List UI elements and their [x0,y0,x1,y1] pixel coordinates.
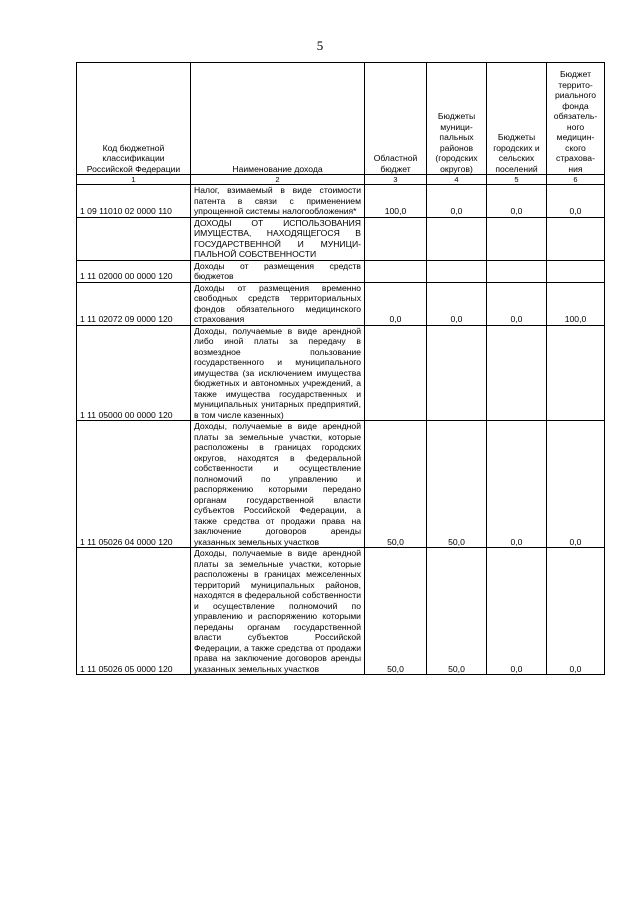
row-name: ДОХОДЫ ОТ ИСПОЛЬЗОВАНИЯ ИМУЩЕСТВА, НАХОДЯЩЕГОСЯ В ГОСУДАРСТВЕННОЙ И МУНИЦИ-ПАЛЬНОЙ СОБСТВЕННОСТИ [191,217,365,260]
column-number: 5 [487,175,547,185]
table-row [77,185,605,218]
row-medical-value: 0,0 [547,548,605,675]
column-number: 1 [77,175,191,185]
row-medical-value: 0,0 [547,185,605,218]
table-row [77,325,605,421]
row-medical-value: 0,0 [547,421,605,548]
row-code [77,217,191,260]
row-regional-value: 50,0 [365,421,427,548]
row-name: Доходы от размещения средств бюджетов [191,260,365,282]
row-medical-value [547,260,605,282]
row-municipal-value [427,217,487,260]
row-regional-value [365,260,427,282]
row-code: 1 11 05000 00 0000 120 [77,325,191,421]
row-regional-value: 50,0 [365,548,427,675]
row-municipal-value: 0,0 [427,185,487,218]
header-code: Код бюджетной классификации Российской Федерации [77,63,191,175]
revenue-distribution-table [76,62,605,675]
row-municipal-value: 0,0 [427,282,487,325]
row-code: 1 11 05026 05 0000 120 [77,548,191,675]
row-municipal-value: 50,0 [427,548,487,675]
header-settlements: Бюджеты городских и сельских поселений [487,63,547,175]
header-medical: Бюджет террито-риального фонда обязатель-ного медицин-ского страхова-ния [547,63,605,175]
column-number: 2 [191,175,365,185]
row-regional-value: 0,0 [365,282,427,325]
row-municipal-value [427,325,487,421]
row-settlements-value [487,217,547,260]
table-row [77,421,605,548]
row-regional-value [365,217,427,260]
row-code: 1 11 02072 09 0000 120 [77,282,191,325]
table-row [77,260,605,282]
row-municipal-value: 50,0 [427,421,487,548]
row-regional-value [365,325,427,421]
column-number: 4 [427,175,487,185]
row-medical-value: 100,0 [547,282,605,325]
row-settlements-value: 0,0 [487,421,547,548]
header-municipal: Бюджеты муници-пальных районов (городских округов) [427,63,487,175]
row-municipal-value [427,260,487,282]
row-name: Доходы, получаемые в виде арендной платы за земельные участки, которые расположены в границах городских округов, находятся в федеральной собственности и осуществление полномочий по управлению и распоряжению которыми передано органам государственной власти субъектов Российской Федерации, а также средства от продажи права на заключение договоров аренды указанных земельных участков [191,421,365,548]
row-settlements-value: 0,0 [487,548,547,675]
row-name: Доходы, получаемые в виде арендной либо иной платы за передачу в возмездное пользование государственного и муниципального имущества (за исключением имущества бюджетных и автономных учреждений, а также имущества государственных и муниципальных унитарных предприятий, в том числе казенных) [191,325,365,421]
row-code: 1 09 11010 02 0000 110 [77,185,191,218]
row-medical-value [547,325,605,421]
row-settlements-value [487,260,547,282]
table-row [77,548,605,675]
row-name: Налог, взимаемый в виде стоимости патента в связи с применением упрощенной системы налогообложения* [191,185,365,218]
row-settlements-value: 0,0 [487,185,547,218]
row-settlements-value [487,325,547,421]
column-number: 6 [547,175,605,185]
table-row [77,217,605,260]
row-name: Доходы, получаемые в виде арендной платы за земельные участки, которые расположены в границах межселенных территорий муниципальных районов, находятся в федеральной собственности и осуществление полномочий по управлению и распоряжению которыми переданы органам государственной власти субъектов Российской Федерации, а также средства от продажи права на заключение договоров аренды указанных земельных участков [191,548,365,675]
header-name: Наименование дохода [191,63,365,175]
column-numbers-row [77,175,605,185]
page-number: 5 [316,38,324,53]
row-code: 1 11 02000 00 0000 120 [77,260,191,282]
row-regional-value: 100,0 [365,185,427,218]
header-regional: Областной бюджет [365,63,427,175]
column-number: 3 [365,175,427,185]
row-medical-value [547,217,605,260]
table-row [77,282,605,325]
row-name: Доходы от размещения временно свободных средств территориальных фондов обязательного медицинского страхования [191,282,365,325]
row-settlements-value: 0,0 [487,282,547,325]
row-code: 1 11 05026 04 0000 120 [77,421,191,548]
